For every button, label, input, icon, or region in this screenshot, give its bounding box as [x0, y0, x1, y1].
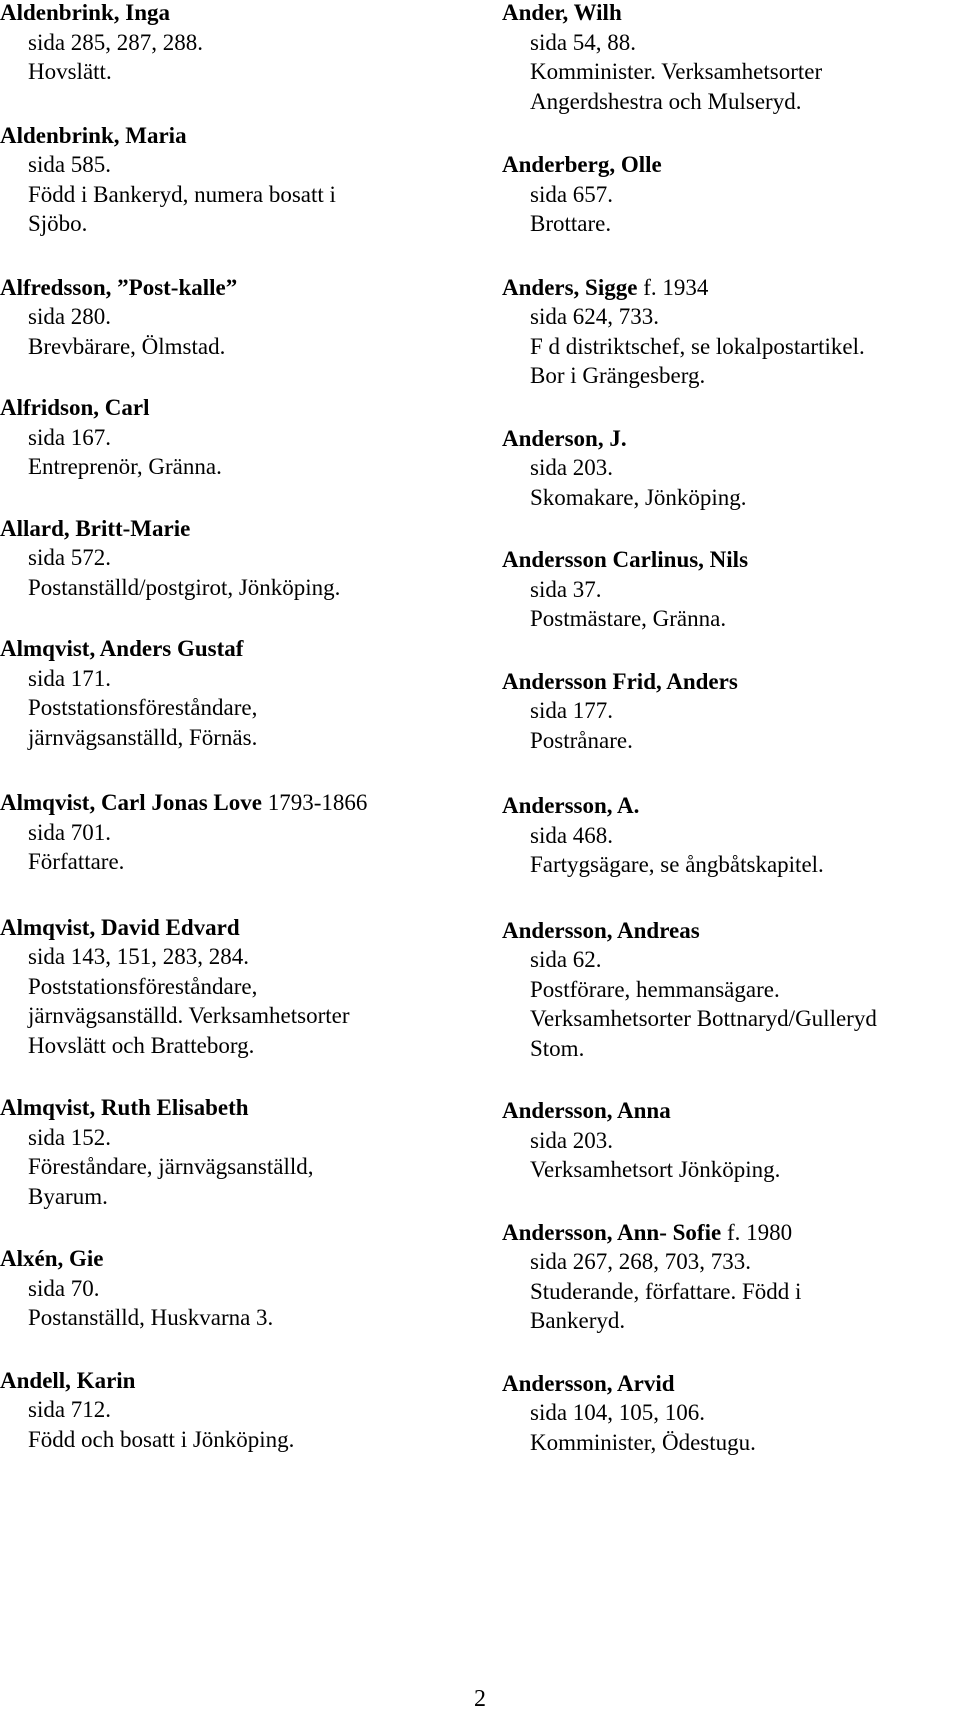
- entry-name: Andersson, Anna: [502, 1098, 671, 1123]
- entry-line: Bankeryd.: [530, 1308, 626, 1333]
- entry-name: Almqvist, Carl Jonas Love: [0, 790, 262, 815]
- entry-line: Författare.: [28, 849, 125, 874]
- entry-line: järnvägsanställd. Verksamhetsorter: [28, 1003, 350, 1028]
- entry-line: Postanställd/postgirot, Jönköping.: [28, 574, 341, 600]
- entry-line: Poststationsföreståndare,: [28, 973, 258, 999]
- entry-name: Andersson, Ann- Sofie: [502, 1219, 722, 1245]
- entry-line: Komminister, Ödestugu.: [530, 1429, 756, 1455]
- index-entry: [502, 916, 957, 1064]
- entry-line: Entreprenör, Gränna.: [28, 454, 222, 479]
- index-entry: [0, 273, 470, 362]
- entry-line: sida 624, 733.: [530, 304, 660, 329]
- entry-line: sida 152.: [28, 1124, 112, 1150]
- entry-name: Andersson Frid, Anders: [502, 668, 738, 694]
- entry-line: Postrånare.: [530, 727, 633, 753]
- entry-name: Aldenbrink, Maria: [0, 122, 187, 148]
- entry-line: sida 167.: [28, 424, 112, 450]
- index-entry: [502, 1218, 957, 1336]
- left-column: [0, 0, 470, 1487]
- entry-line: sida 712.: [28, 1397, 112, 1422]
- index-entry: [502, 667, 957, 756]
- page-number: 2: [474, 1686, 486, 1712]
- entry-line: Studerande, författare. Född i: [530, 1278, 802, 1304]
- entry-line: Angerdshestra och Mulseryd.: [530, 88, 802, 114]
- entry-name: Anders, Sigge: [502, 274, 638, 300]
- entry-line: sida 285, 287, 288.: [28, 29, 204, 55]
- entry-name: Andersson, Andreas: [502, 917, 700, 943]
- index-entry: [0, 913, 470, 1061]
- entry-name: Allard, Britt-Marie: [0, 515, 191, 541]
- entry-years: f. 1934: [637, 274, 709, 300]
- entry-name: Aldenbrink, Inga: [0, 0, 171, 25]
- entry-line: Brevbärare, Ölmstad.: [28, 333, 226, 359]
- entry-line: sida 267, 268, 703, 733.: [530, 1249, 752, 1274]
- entry-name: Alfridson, Carl: [0, 395, 150, 420]
- entry-line: sida 171.: [28, 665, 112, 691]
- entry-line: sida 62.: [530, 947, 602, 972]
- entry-name: Ander, Wilh: [502, 0, 622, 25]
- entry-name: Alxén, Gie: [0, 1246, 104, 1271]
- entry-line: Postmästare, Gränna.: [530, 606, 727, 631]
- entry-line: Föreståndare, järnvägsanställd,: [28, 1154, 314, 1179]
- entry-line: F d distriktschef, se lokalpostartikel.: [530, 333, 865, 359]
- entry-line: Sjöbo.: [28, 211, 88, 236]
- index-entry: [0, 1366, 470, 1455]
- entry-line: sida 54, 88.: [530, 29, 637, 55]
- entry-line: sida 585.: [28, 152, 112, 177]
- entry-line: Skomakare, Jönköping.: [530, 484, 747, 510]
- entry-line: sida 143, 151, 283, 284.: [28, 944, 250, 969]
- index-entry: [0, 393, 470, 482]
- index-entry: [0, 788, 470, 877]
- entry-line: Stom.: [530, 1035, 585, 1061]
- entry-name: Alfredsson, ”Post-kalle”: [0, 274, 238, 300]
- entry-line: Fartygsägare, se ångbåtskapitel.: [530, 852, 824, 877]
- entry-line: Hovslätt och Bratteborg.: [28, 1032, 255, 1058]
- entry-name: Almqvist, Anders Gustaf: [0, 636, 244, 661]
- entry-line: Poststationsföreståndare,: [28, 695, 258, 720]
- entry-line: Hovslätt.: [28, 59, 112, 84]
- index-entry: [0, 0, 470, 87]
- entry-name: Anderberg, Olle: [502, 152, 662, 177]
- entry-line: sida 177.: [530, 698, 614, 723]
- entry-line: sida 37.: [530, 576, 602, 602]
- entry-years: 1793-1866: [261, 790, 368, 815]
- entry-line: Byarum.: [28, 1183, 108, 1209]
- entry-name: Andell, Karin: [0, 1367, 136, 1393]
- index-entry: [502, 424, 957, 513]
- entry-line: Postanställd, Huskvarna 3.: [28, 1305, 274, 1330]
- entry-name: Almqvist, Ruth Elisabeth: [0, 1095, 249, 1120]
- entry-line: Postförare, hemmansägare.: [530, 976, 780, 1002]
- entry-line: sida 203.: [530, 1127, 614, 1153]
- entry-line: Brottare.: [530, 211, 612, 236]
- entry-line: Verksamhetsort Jönköping.: [530, 1157, 781, 1182]
- entry-line: sida 572.: [28, 545, 112, 570]
- entry-line: järnvägsanställd, Förnäs.: [28, 724, 258, 750]
- index-entry: [502, 1096, 957, 1185]
- entry-line: sida 280.: [28, 304, 112, 329]
- index-entry: [502, 273, 957, 391]
- entry-line: sida 701.: [28, 819, 112, 845]
- index-entry: [502, 545, 957, 634]
- entry-line: Född i Bankeryd, numera bosatt i: [28, 181, 336, 207]
- entry-years: f. 1980: [721, 1219, 793, 1245]
- entry-name: Almqvist, David Edvard: [0, 914, 240, 940]
- entry-line: Bor i Grängesberg.: [530, 363, 706, 388]
- entry-line: sida 203.: [530, 455, 614, 480]
- index-entry: [0, 634, 470, 752]
- index-entry: [0, 121, 470, 239]
- index-entry: [0, 1093, 470, 1211]
- entry-name: Anderson, J.: [502, 425, 627, 451]
- entry-line: sida 468.: [530, 822, 614, 848]
- index-entry: [0, 1244, 470, 1333]
- entry-line: Verksamhetsorter Bottnaryd/Gulleryd: [530, 1006, 877, 1031]
- right-column: [502, 0, 957, 1490]
- entry-name: Andersson, Arvid: [502, 1370, 675, 1396]
- entry-line: sida 104, 105, 106.: [530, 1400, 706, 1425]
- index-entry: [502, 1369, 957, 1458]
- entry-line: sida 70.: [28, 1275, 100, 1301]
- entry-line: sida 657.: [530, 181, 614, 207]
- entry-name: Andersson Carlinus, Nils: [502, 547, 749, 572]
- index-entry: [0, 514, 470, 603]
- index-entry: [502, 150, 957, 239]
- entry-line: Komminister. Verksamhetsorter: [530, 59, 823, 84]
- index-entry: [502, 791, 957, 880]
- entry-name: Andersson, A.: [502, 793, 640, 818]
- index-entry: [502, 0, 957, 116]
- entry-line: Född och bosatt i Jönköping.: [28, 1426, 295, 1452]
